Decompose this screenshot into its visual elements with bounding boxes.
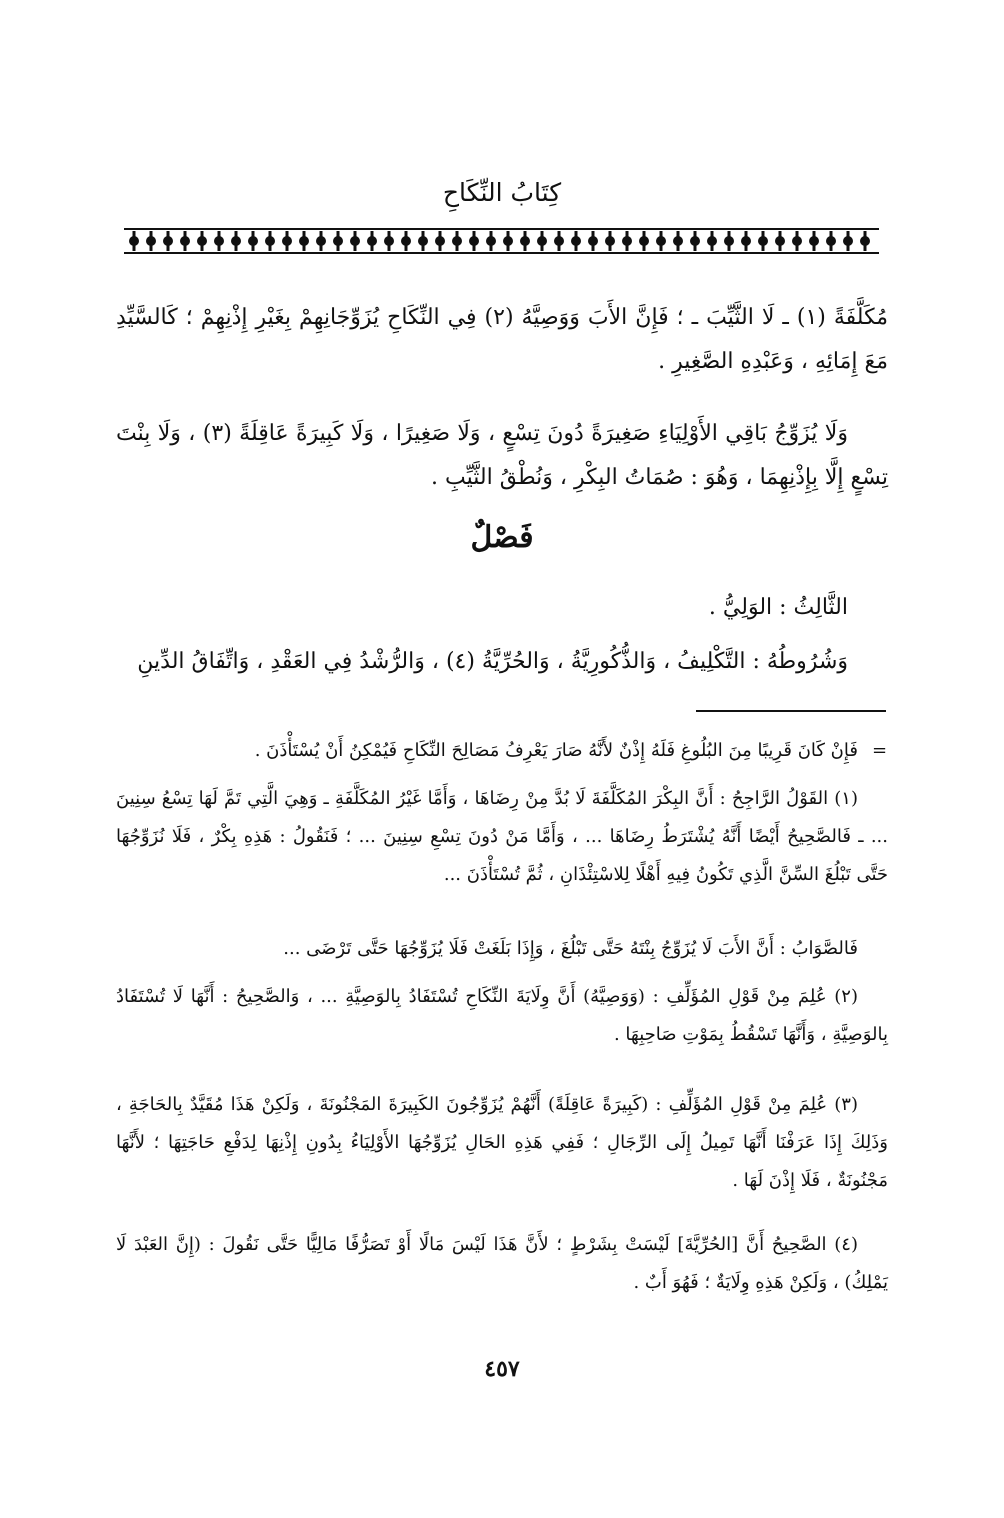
footnote-2: (٢) عُلِمَ مِنْ قَوْلِ المُؤَلِّفِ : (وَوَصِيَّهُ) أَنَّ وِلَايَةَ النِّكَاحِ تُسْتَفَادُ بِالوَصِيَّةِ ... ، وَالصَّحِيحُ : أَنَّهَا لَا تُسْتَفَادُ بِالوَصِيَّةِ ، وَأَنَّهَا تَسْقُطُ بِمَوْتِ صَاحِبِهَا . xyxy=(116,986,888,1045)
footnote-divider xyxy=(696,710,886,712)
footnote-1-continued: فَالصَّوَابُ : أَنَّ الأَبَ لَا يُزَوِّجُ بِنْتَهُ حَتَّى تَبْلُغَ ، وَإِذَا بَلَغَتْ فَلَا يُزَوِّجُهَا حَتَّى تَرْضَى ... xyxy=(283,938,858,959)
body-paragraph-1: مُكَلَّفَةً (١) ـ لَا الثَّيِّبَ ـ ؛ فَإِنَّ الأَبَ وَوَصِيَّهُ (٢) فِي النِّكَاحِ يُزَوِّجَانِهِمْ بِغَيْرِ إِذْنِهِمْ ؛ كَالسَّيِّدِ مَعَ إِمَائِهِ ، وَعَبْدِهِ الصَّغِيرِ . xyxy=(116,305,888,374)
body-paragraph-3: الثَّالِثُ : الوَلِيُّ . xyxy=(708,595,848,620)
footnote-continuation: فَإِنْ كَانَ قَرِيبًا مِنَ البُلُوغِ فَلَهُ إِذْنٌ لأَنَّهُ صَارَ يَعْرِفُ مَصَالِحَ النِّكَاحِ فَيُمْكِنُ أَنْ يُسْتَأْذَنَ . xyxy=(254,740,858,761)
running-header-title: كِتَابُ النِّكَاحِ xyxy=(442,178,562,207)
body-paragraph-2: وَلَا يُزَوِّجُ بَاقِي الأَوْلِيَاءِ صَغِيرَةً دُونَ تِسْعٍ ، وَلَا صَغِيرًا ، وَلَا كَبِيرَةً عَاقِلَةً (٣) ، وَلَا بِنْتَ تِسْعٍ إِلَّا بِإِذْنِهِمَا ، وَهُوَ : صُمَاتُ البِكْرِ ، وَنُطْقُ الثَّيِّبِ . xyxy=(116,421,888,490)
footnote-3: (٣) عُلِمَ مِنْ قَوْلِ المُؤَلِّفِ : (كَبِيرَةً عَاقِلَةً) أَنَّهُمْ يُزَوِّجُونَ الكَبِيرَةَ المَجْنُونَةَ ، وَلَكِنْ هَذَا مُقَيَّدٌ بِالحَاجَةِ ، وَذَلِكَ إِذَا عَرَفْنَا أَنَّهَا تَمِيلُ إِلَى الرِّجَالِ ؛ فَفِي هَذِهِ الحَالِ يُزَوِّجُهَا الأَوْلِيَاءُ بِدُونِ إِذْنِهَا لِدَفْعِ حَاجَتِهَا ؛ لأَنَّهَا مَجْنُونَةٌ ، فَلَا إِذْنَ لَهَا . xyxy=(116,1094,888,1191)
body-paragraph-4: وَشُرُوطُهُ : التَّكْلِيفُ ، وَالذُّكُورِيَّةُ ، وَالحُرِّيَّةُ (٤) ، وَالرُّشْدُ فِي العَقْدِ ، وَاتِّفَاقُ الدِّينِ xyxy=(137,649,848,674)
page-number: ٤٥٧ xyxy=(484,1356,520,1382)
footnote-4: (٤) الصَّحِيحُ أَنَّ [الحُرِّيَّةَ] لَيْسَتْ بِشَرْطٍ ؛ لأَنَّ هَذَا لَيْسَ مَالًا أَوْ تَصَرُّفًا مَالِيًّا حَتَّى نَقُولَ : (إِنَّ العَبْدَ لَا يَمْلِكُ) ، وَلَكِنْ هَذِهِ وِلَايَةٌ ؛ فَهُوَ أَبٌ . xyxy=(116,1234,888,1293)
section-heading: فَصْلٌ xyxy=(470,520,534,555)
footnote-1: (١) القَوْلُ الرَّاجِحُ : أَنَّ البِكْرَ المُكَلَّفَةَ لَا بُدَّ مِنْ رِضَاهَا ، وَأَمَّا غَيْرُ المُكَلَّفَةِ ـ وَهِيَ الَّتِي تَمَّ لَهَا تِسْعُ سِنِينَ ... ـ فَالصَّحِيحُ أَيْضًا أَنَّهُ يُشْتَرَطُ رِضَاهَا ... ، وَأَمَّا مَنْ دُونَ تِسْعِ سِنِينَ ... ؛ فَنَقُولُ : هَذِهِ بِكْرٌ ، فَلَا نُزَوِّجُهَا حَتَّى تَبْلُغَ السِّنَّ الَّذِي تَكُونُ فِيهِ أَهْلًا لِلاسْتِئْذَانِ ، ثُمَّ تُسْتَأْذَنَ ... xyxy=(116,788,888,885)
floral-border-ornament-icon xyxy=(124,226,879,256)
footnote-continuation-mark: = xyxy=(872,740,888,761)
